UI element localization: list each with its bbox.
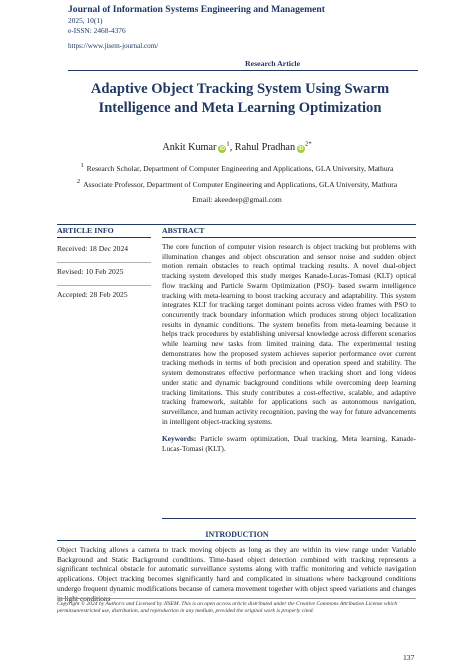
author-line: Ankit Kumar $iD^1$, Rahul Pradhan $iD^{2*}$: [162, 140, 312, 153]
introduction-text: Object Tracking allows a camera to track moving objects as long as they are within its view range under Variable Background and Static Background conditions. Time-based object detection combined with tracking represents a significant technical obstacle for automatic surveillance systems along with traffic monitoring and vehicle navigation applications. Object tracking becomes significantly hard and complicated in situations where background conditions undergo frequent dynamic modifications because of camera movement together with object speed variations and changes in light conditions: [57, 545, 416, 603]
introduction-divider: [57, 540, 416, 541]
introduction-heading: INTRODUCTION: [205, 530, 269, 539]
revised-date: Revised: 10 Feb 2025: [57, 265, 151, 286]
affiliation-text: Associate Professor, Department of Computer Engineering and Applications, GLA University, Mathura: [83, 180, 398, 189]
keywords: [162, 434, 416, 453]
journal-url-link[interactable]: https://www.jisem-journal.com/: [68, 42, 159, 50]
abstract-bottom-divider: [162, 518, 416, 519]
journal-header: [68, 4, 418, 53]
article-dates: [57, 242, 151, 308]
header-divider: [68, 70, 418, 71]
keywords-list: Particle swarm optimization, Dual tracking, Meta learning, Kanade-Lucas-Tomasi (KLT).: [162, 434, 416, 454]
affiliation-number: 1: [80, 162, 84, 170]
abstract-heading: ABSTRACT: [162, 225, 416, 238]
author-affiliation-mark: 2*: [305, 140, 312, 148]
affiliation: [0, 164, 474, 173]
author-affiliation-mark: 1: [226, 140, 230, 148]
author-name: Rahul Pradhan: [234, 142, 296, 153]
abstract-text: The core function of computer vision research is object tracking but problems with illumination changes and object obscuration and sensor noise and sudden object motion remain obstacles to reach optimal tracking results. A novel dual-object tracking system developed this study merges Kanade-Lucas-Tomasi (KLT) optical flow tracking and Particle Swarm Optimization (PSO)- based swarm intelligence tracking with meta-learning to boost tracking accuracy and adaptability. This system integrates KLT for tracking target dominant points across video frames with PSO to concurrently track boundary information which produces strong object localization results in dynamic conditions. The system benefits from meta-learning because it helps track procedures by establishing universal knowledge across different scenarios while learning new tasks from limited training data. The experimental testing demonstrates how the proposed system achieves superior performance over current tracking methods in terms of both precision and operation speed and stability. The system demonstrates effective performance when tracking short and long videos under static and dynamic background conditions while overcoming deep learning tracking limitations. This study contributes a cost-effective, scalable, and adaptive tracking framework, suitable for applications such as autonomous navigation, surveillance, and human activity recognition, paving the way for future advancements in intelligent object-tracking systems.: [162, 242, 416, 426]
page-number: 137: [403, 653, 415, 662]
orcid-icon[interactable]: iD: [219, 146, 225, 152]
affiliation-number: 2: [76, 178, 81, 186]
copyright-footer: Copyright © 2024 by Author/s and Licensed by JISEM. This is an open access article distributed under the Creative Commons Attribution License which permitsunrestricted use, distribution, and reproduction in any medium, provided the original work is properly cited.: [57, 598, 416, 615]
article-type-label: Research Article: [245, 59, 301, 68]
journal-title: Journal of Information Systems Engineering and Management: [68, 4, 325, 15]
article-info-column: [57, 225, 151, 308]
affiliation: [0, 180, 474, 189]
accepted-date: Accepted: 28 Feb 2025: [57, 290, 128, 299]
article-info-heading: ARTICLE INFO: [57, 225, 151, 238]
journal-issn: e-ISSN: 2468-4376: [68, 25, 126, 35]
affiliation-text: Research Scholar, Department of Computer Engineering and Applications, GLA University, Mathura: [86, 164, 394, 173]
journal-volume: 2025, 10(1): [68, 16, 103, 25]
paper-title: Adaptive Object Tracking System Using Swarm Intelligence and Meta Learning Optimization: [90, 81, 390, 116]
keywords-label: Keywords:: [162, 434, 197, 444]
received-date: Received: 18 Dec 2024: [57, 242, 151, 263]
orcid-icon[interactable]: iD: [298, 146, 304, 152]
author-name: Ankit Kumar: [162, 142, 217, 153]
abstract-column: [162, 225, 416, 454]
author-email: Email: akeedeep@gmail.com: [192, 195, 282, 204]
